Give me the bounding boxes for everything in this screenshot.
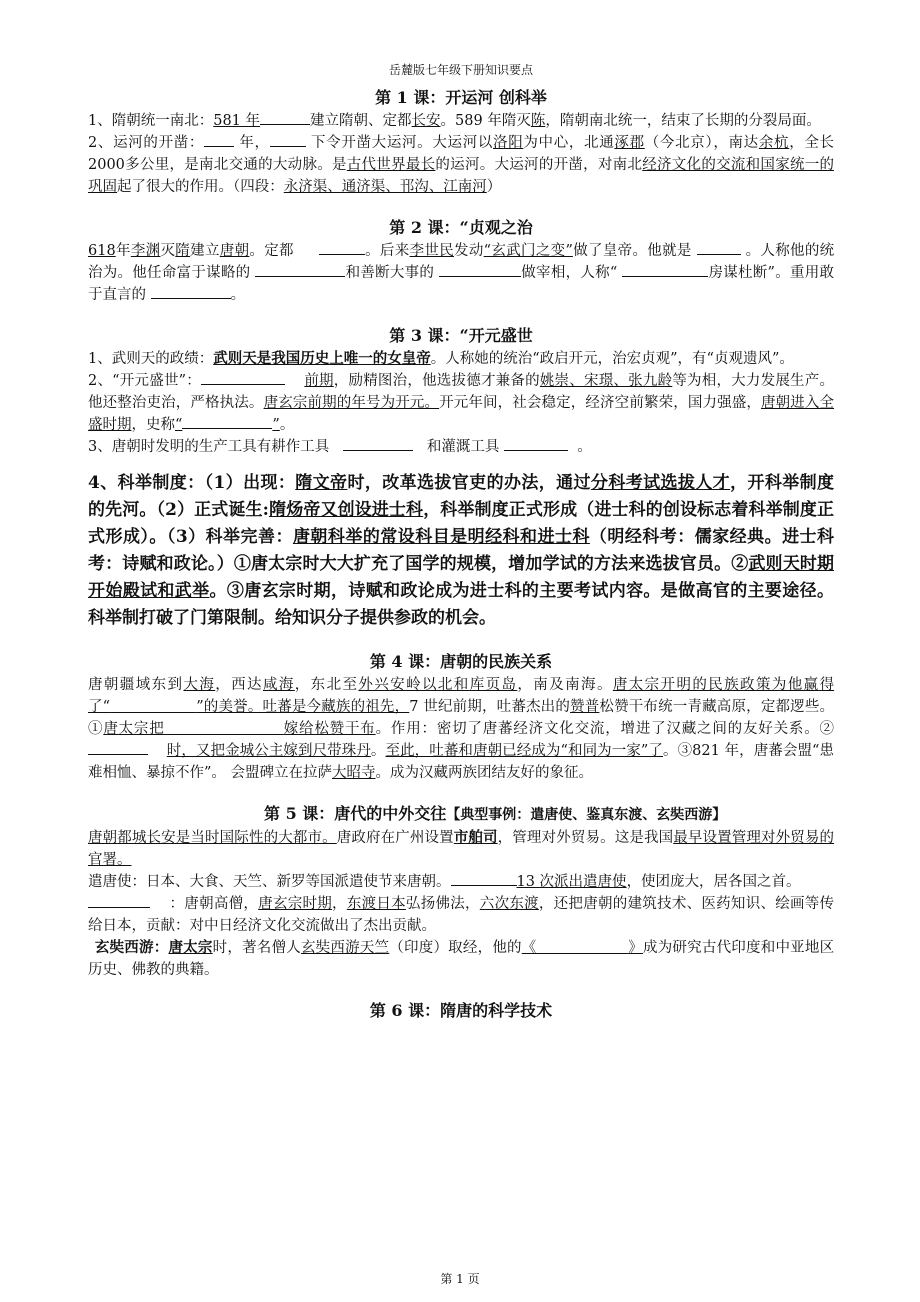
lesson5-title: 第 5 课：唐代的中外交往 <box>264 804 447 823</box>
lesson5-title-row <box>88 802 834 827</box>
page-number: 第 1 页 <box>440 1272 480 1286</box>
fill-blank <box>270 132 306 147</box>
fill-blank <box>88 893 150 908</box>
lesson3-paragraph-1: 1、武则天的政绩：武则天是我国历史上唯一的女皇帝。人称她的统治“政启开元，治宏贞观”，有“贞观遗风”。 <box>88 350 794 367</box>
fill-blank <box>697 240 741 255</box>
fill-blank <box>110 699 196 715</box>
lesson4-title: 第 4 课：唐朝的民族关系 <box>369 652 553 671</box>
document-page <box>88 62 834 1023</box>
lesson5-paragraph-3: ：唐朝高僧，唐玄宗时期，东渡日本弘扬佛法，六次东渡，还把唐朝的建筑技术、医药知识、绘画等传给日本，贡献：对中日经济文化交流做出了杰出贡献。 <box>88 893 834 937</box>
fill-blank <box>260 110 310 125</box>
fill-blank <box>622 262 708 277</box>
fill-blank <box>201 370 285 385</box>
lesson1-paragraph-2: 2、运河的开凿： 年， 下令开凿大运河。大运河以洛阳为中心，北通涿郡（今北京），南达余杭，全长2000多公里，是南北交通的大动脉。是古代世界最长的运河。大运河的开凿，对南北经济文化的交流和国家统一的巩固起了很大的作用。（四段：永济渠、通济渠、邗沟、江南河） <box>88 132 834 198</box>
lesson3-paragraph-2: 2、“开元盛世”： 前期，励精图治，他选拔德才兼备的姚崇、宋璟、张九龄等为相，大力发展生产。他还整治吏治，严格执法。唐玄宗前期的年号为开元。开元年间，社会稳定，经济空前繁荣，国力强盛，唐朝进入全盛时期，史称“ ”。 <box>88 370 834 436</box>
fill-blank <box>88 740 148 755</box>
lesson3-paragraph-4: 4、科举制度：（1）出现：隋文帝时，改革选拔官吏的办法，通过分科考试选拔人才，开科举制度的先河。（2）正式诞生:隋炀帝又创设进士科，科举制度正式形成（进士科的创设标志着科举制度正式形成）。（3）科举完善：唐朝科举的常设科目是明经科和进士科（明经科考：儒家经典。进士科考：诗赋和政论。）①唐太宗时大大扩充了国学的规模，增加学试的方法来选拔官员。②武则天时期开始殿试和武举。③唐玄宗时期，诗赋和政论成为进士科的主要考试内容。是做高官的主要途径。科举制打破了门第限制。给知识分子提供参政的机会。 <box>88 473 835 628</box>
lesson3-title: 第 3 课：“开元盛世 <box>389 326 533 345</box>
lesson5-note: 【典型事例：遣唐使、鉴真东渡、玄奘西游】 <box>446 807 727 823</box>
fill-blank <box>537 940 629 956</box>
lesson2-paragraph: 618年李渊灭隋建立唐朝。定都 。后来李世民发动“玄武门之变”做了皇帝。他就是 。人称他的统治为。他任命富于谋略的 和善断大事的 做宰相，人称“ 房谋杜断”。重用敢于直言的 。 <box>88 240 834 306</box>
lesson1-paragraph-1: 1、隋朝统一南北：581 年 建立隋朝、定都长安。589 年隋灭陈，隋朝南北统一，结束了长期的分裂局面。 <box>88 110 834 132</box>
fill-blank <box>182 414 272 429</box>
fill-blank <box>255 262 345 277</box>
lesson5-paragraph-1: 唐朝都城长安是当时国际性的大都市。唐政府在广州设置市舶司，管理对外贸易。这是我国最早设置管理对外贸易的官署。 <box>88 829 835 868</box>
fill-blank <box>151 284 231 299</box>
lesson3-paragraph-3: 3、唐朝时发明的生产工具有耕作工具 和灌溉工具 。 <box>88 436 834 458</box>
lesson5-paragraph-2: 遣唐使：日本、大食、天竺、新罗等国派遣使节来唐朝。 13 次派出遣唐使，使团庞大，居各国之首。 <box>88 871 834 893</box>
lesson4-paragraph: 唐朝疆域东到大海，西达咸海，东北至外兴安岭以北和库页岛，南及南海。唐太宗开明的民族政策为他赢得了“ ”的美誉。吐蕃是今藏族的祖先，7 世纪前期，吐蕃杰出的赞普松赞干布统一青藏高原，定都逻些。①唐太宗把 嫁给松赞干布。作用：密切了唐蕃经济文化交流，增进了汉藏之间的友好关系。② 时，又把金城公主嫁到尺带珠丹。至此，吐蕃和唐朝已经成为“和同为一家”了。③821 年，唐蕃会盟“患难相恤、暴掠不作”。 会盟碑立在拉萨大昭寺。成为汉藏两族团结友好的象征。 <box>88 677 835 781</box>
fill-blank <box>165 721 284 737</box>
lesson1-title: 第 1 课：开运河 创科举 <box>375 88 547 107</box>
lesson5-paragraph-4: 玄奘西游：唐太宗时，著名僧人玄奘西游天竺（印度）取经，他的《 》成为研究古代印度和中亚地区历史、佛教的典籍。 <box>88 939 835 978</box>
lesson2-title: 第 2 课：“贞观之治 <box>389 218 533 237</box>
fill-blank <box>439 262 521 277</box>
fill-blank <box>319 240 365 255</box>
fill-blank <box>204 132 234 147</box>
lesson6-title: 第 6 课：隋唐的科学技术 <box>369 1001 553 1020</box>
fill-blank <box>451 871 517 886</box>
document-header: 岳麓版七年级下册知识要点 <box>388 63 533 77</box>
fill-blank <box>343 436 413 451</box>
fill-blank <box>504 436 568 451</box>
